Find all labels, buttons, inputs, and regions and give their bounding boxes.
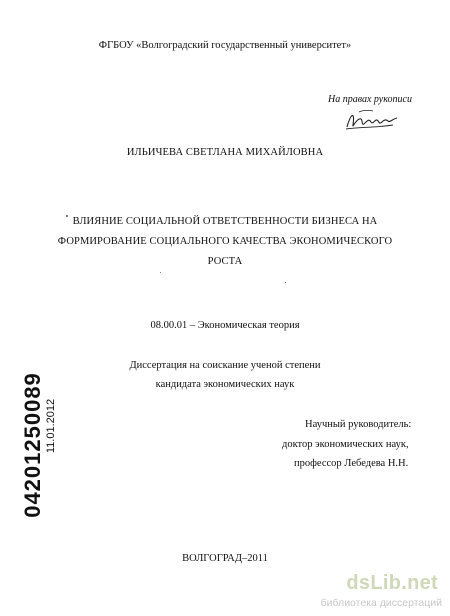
author-name: ИЛЬИЧЕВА СВЕТЛАНА МИХАЙЛОВНА (126, 147, 324, 158)
supervisor-name: профессор Лебедева Н.Н. (294, 458, 409, 469)
watermark-tagline: библиотека диссертаций (320, 597, 442, 609)
library-stamp (7, 372, 59, 552)
organization-name: ФГБОУ «Волгоградский государственный университет» (98, 40, 352, 51)
supervisor-heading: Научный руководитель: (305, 419, 412, 430)
specialty-code: 08.00.01 – Экономическая теория (150, 320, 300, 331)
degree-statement-line: Диссертация на соискание ученой степени (129, 360, 321, 371)
signature-image (343, 107, 403, 133)
dissertation-title-line: ВЛИЯНИЕ СОЦИАЛЬНОЙ ОТВЕТСТВЕННОСТИ БИЗНЕСА НА (72, 216, 378, 227)
stamp-date: 11.01.2012 (45, 398, 57, 454)
scan-speck (160, 272, 161, 273)
rights-note: На правах рукописи (328, 94, 412, 105)
dissertation-title-line: ФОРМИРОВАНИЕ СОЦИАЛЬНОГО КАЧЕСТВА ЭКОНОМИЧЕСКОГО (57, 236, 393, 247)
degree-statement-line: кандидата экономических наук (155, 379, 295, 390)
scan-speck (285, 282, 286, 283)
watermark-logo: dsLib.net (346, 572, 438, 594)
watermark (300, 572, 448, 614)
supervisor-degree: доктор экономических наук, (282, 439, 409, 450)
city-year: ВОЛГОГРАД–2011 (182, 553, 268, 564)
scan-speck (66, 215, 68, 217)
dissertation-title-line: РОСТА (207, 256, 243, 267)
stamp-number: 04201250089 (20, 372, 45, 518)
